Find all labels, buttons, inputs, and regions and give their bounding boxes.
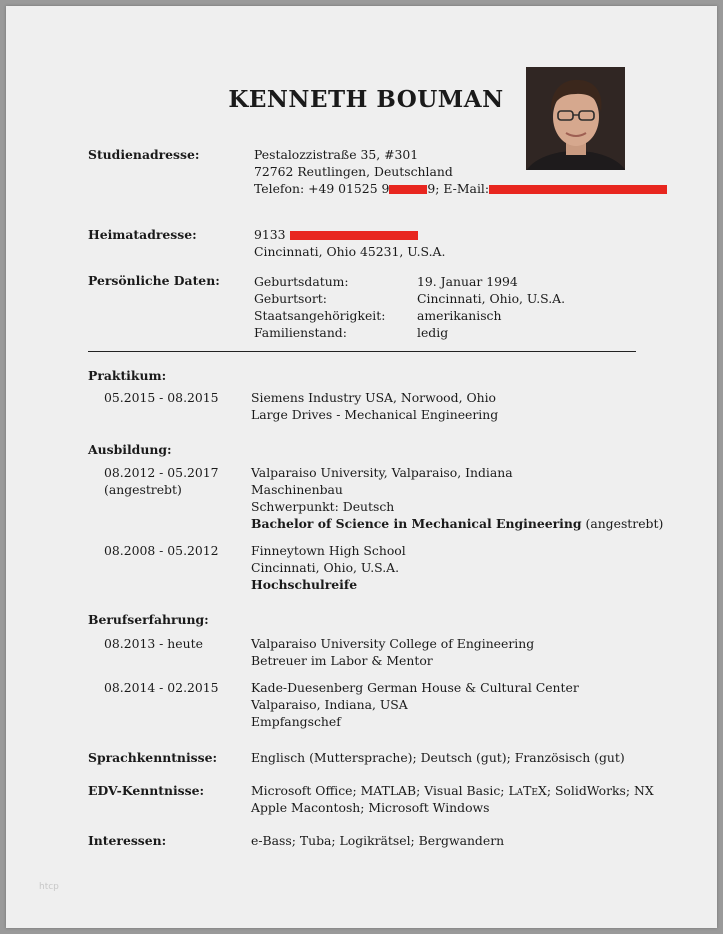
entry-line: Betreuer im Labor & Mentor (251, 653, 433, 668)
studienadresse-line2: 72762 Reutlingen, Deutschland (254, 164, 453, 179)
house-number: 9133 (254, 227, 286, 242)
phone-suffix: 9; E-Mail: (427, 181, 490, 196)
entry-line: Siemens Industry USA, Norwood, Ohio (251, 390, 497, 405)
degree-title: Bachelor of Science in Mechanical Engineering (251, 516, 582, 531)
studienadresse-line1: Pestalozzistraße 35, #301 (254, 147, 419, 162)
personal-value: 19. Januar 1994 (417, 274, 518, 289)
profile-photo (526, 67, 625, 170)
section-divider (88, 351, 636, 352)
sprachkenntnisse-label: Sprachkenntnisse: (88, 750, 218, 765)
redaction-bar (290, 231, 418, 240)
latex-logo: LaTeX (508, 783, 547, 798)
personal-key: Geburtsort: (254, 291, 327, 306)
redaction-bar (389, 185, 427, 194)
persoenliche-daten-label: Persönliche Daten: (88, 273, 220, 288)
entry-date-note: (angestrebt) (104, 482, 182, 497)
personal-value: Cincinnati, Ohio, U.S.A. (417, 291, 566, 306)
personal-value: amerikanisch (417, 308, 502, 323)
studienadresse-label: Studienadresse: (88, 147, 200, 162)
praktikum-label: Praktikum: (88, 368, 167, 383)
entry-line: Valparaiso University, Valparaiso, Indiana (251, 465, 513, 480)
redaction-bar (489, 185, 667, 194)
cv-page (6, 6, 717, 928)
studienadresse-contact (254, 181, 667, 196)
entry-date: 08.2013 - heute (104, 636, 203, 651)
entry-date: 08.2008 - 05.2012 (104, 543, 219, 558)
personal-value: ledig (417, 325, 449, 340)
entry-line: Finneytown High School (251, 543, 406, 558)
personal-key: Staatsangehörigkeit: (254, 308, 386, 323)
entry-date: 08.2014 - 02.2015 (104, 680, 219, 695)
phone-prefix: Telefon: +49 01525 9 (254, 181, 390, 196)
entry-line: Valparaiso University College of Engineering (251, 636, 535, 651)
entry-date: 05.2015 - 08.2015 (104, 390, 219, 405)
entry-degree: Hochschulreife (251, 577, 358, 592)
edv-label: EDV-Kenntnisse: (88, 783, 205, 798)
personal-key: Familienstand: (254, 325, 347, 340)
heimatadresse-line2: Cincinnati, Ohio 45231, U.S.A. (254, 244, 446, 259)
degree-note: (angestrebt) (585, 516, 664, 531)
interessen-label: Interessen: (88, 833, 167, 848)
heimatadresse-line1 (254, 227, 418, 242)
entry-line: Empfangschef (251, 714, 341, 729)
entry-line: Valparaiso, Indiana, USA (251, 697, 408, 712)
watermark: htcp (39, 882, 59, 892)
ausbildung-label: Ausbildung: (88, 442, 172, 457)
entry-line: Kade-Duesenberg German House & Cultural Center (251, 680, 579, 695)
edv-text-b: ; SolidWorks; NX (546, 783, 654, 798)
entry-date: 08.2012 - 05.2017 (104, 465, 219, 480)
cv-name-heading: KENNETH BOUMAN (228, 86, 504, 113)
sprachkenntnisse-value: Englisch (Muttersprache); Deutsch (gut); Französisch (gut) (251, 750, 625, 765)
entry-line: Maschinenbau (251, 482, 343, 497)
edv-line1 (251, 783, 654, 798)
edv-text-a: Microsoft Office; MATLAB; Visual Basic; (251, 783, 505, 798)
entry-line: Schwerpunkt: Deutsch (251, 499, 395, 514)
personal-key: Geburtsdatum: (254, 274, 349, 289)
edv-line2: Apple Macontosh; Microsoft Windows (251, 800, 490, 815)
entry-line: Cincinnati, Ohio, U.S.A. (251, 560, 400, 575)
berufserfahrung-label: Berufserfahrung: (88, 612, 209, 627)
entry-line: Large Drives - Mechanical Engineering (251, 407, 499, 422)
entry-degree (251, 516, 663, 531)
heimatadresse-label: Heimatadresse: (88, 227, 197, 242)
interessen-value: e-Bass; Tuba; Logikrätsel; Bergwandern (251, 833, 505, 848)
